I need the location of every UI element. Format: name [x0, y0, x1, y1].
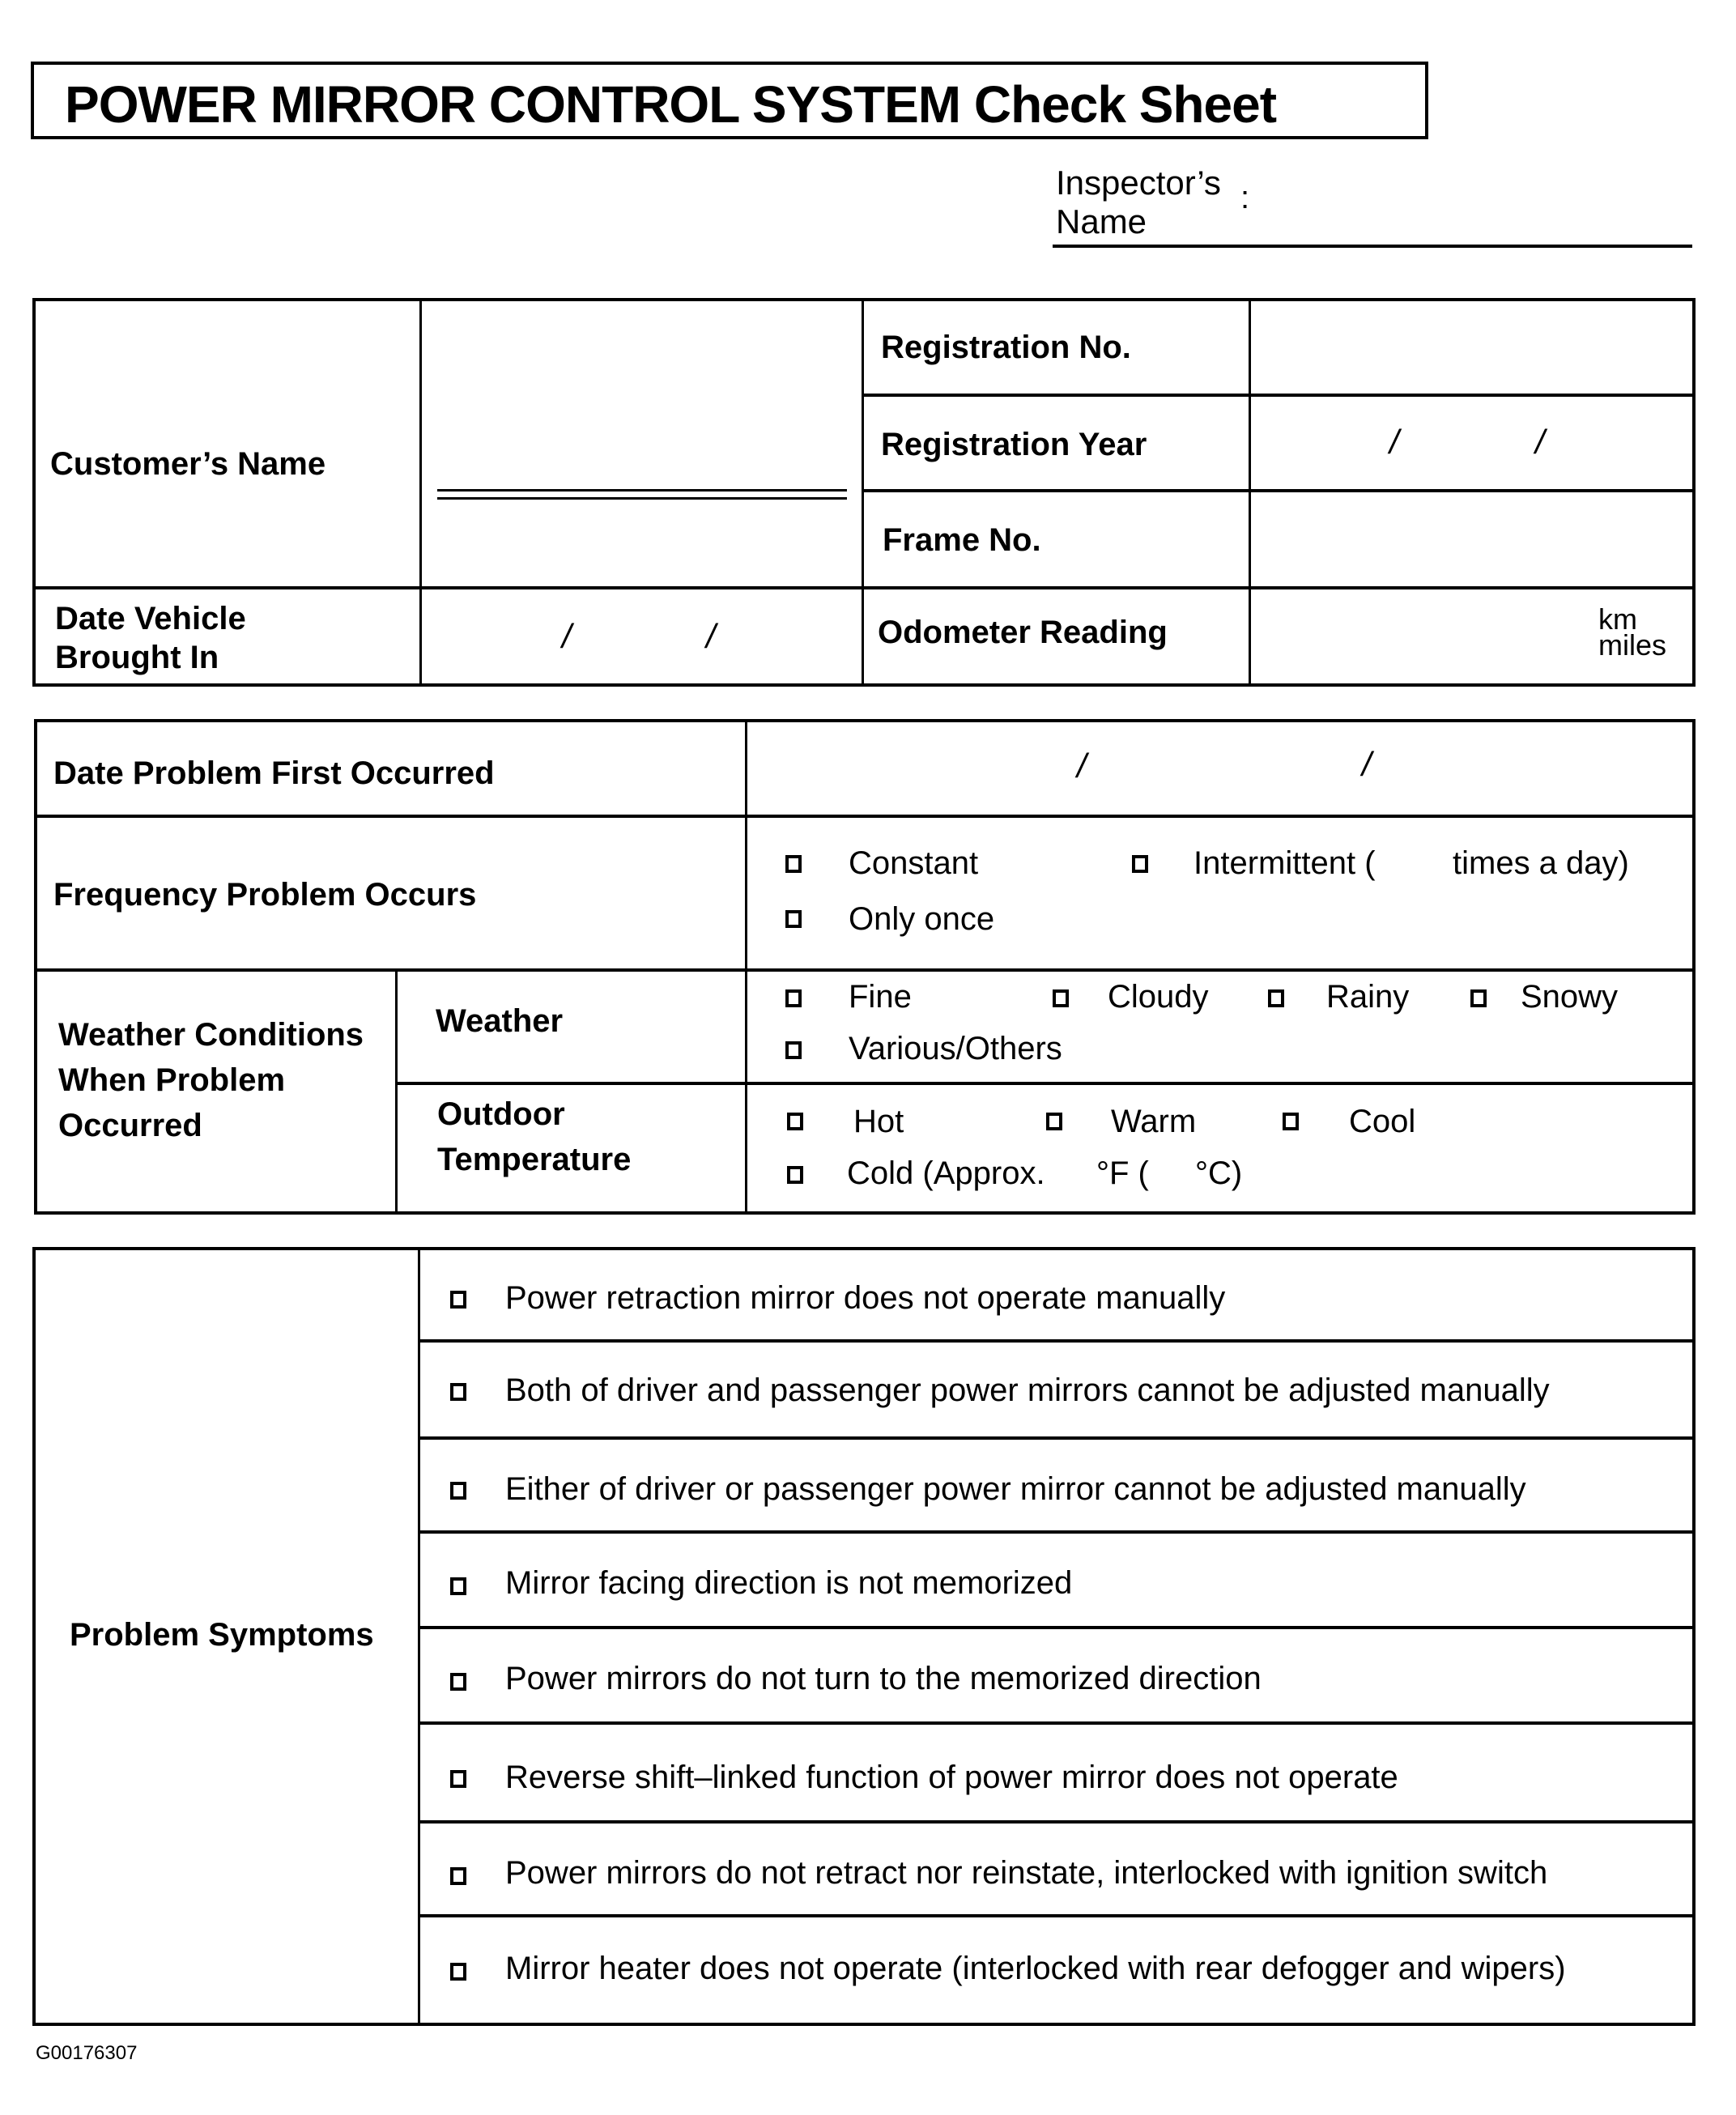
symptom-checkbox[interactable] [450, 1673, 466, 1691]
symptom-checkbox[interactable] [450, 1383, 466, 1401]
inspector-name-label [1056, 164, 1221, 241]
date-separator: / [706, 617, 716, 655]
divider [862, 300, 864, 685]
date-separator: / [1077, 747, 1087, 785]
odometer-unit-miles: miles [1598, 628, 1667, 662]
date-vehicle-brought-in-field[interactable] [423, 589, 860, 683]
fahrenheit-label: °F ( [1096, 1155, 1149, 1191]
date-separator: / [1389, 423, 1399, 461]
registration-year-field[interactable] [1252, 397, 1692, 487]
frame-no-label: Frame No. [883, 522, 1041, 558]
odometer-reading-field[interactable] [1252, 589, 1692, 683]
symptom-label: Mirror heater does not operate (interlocked with rear defogger and wipers) [505, 1951, 1566, 1986]
only-once-option-label: Only once [849, 901, 995, 937]
double-rule-bottom [437, 497, 847, 500]
rainy-option-label: Rainy [1326, 979, 1410, 1015]
symptom-label: Mirror facing direction is not memorized [505, 1565, 1073, 1601]
inspector-name-field[interactable] [1053, 162, 1692, 248]
symptom-checkbox[interactable] [450, 1867, 466, 1885]
snowy-checkbox[interactable] [1470, 989, 1487, 1007]
weather-label: Weather [436, 1003, 564, 1039]
odometer-unit-km: km [1598, 602, 1637, 636]
intermittent-option-label: Intermittent ( [1194, 845, 1376, 881]
document-id: G00176307 [36, 2042, 138, 2064]
date-vehicle-brought-in-label [55, 599, 246, 677]
various-others-checkbox[interactable] [785, 1041, 802, 1059]
cloudy-option-label: Cloudy [1108, 979, 1209, 1015]
intermittent-checkbox[interactable] [1132, 855, 1148, 873]
symptom-row [421, 1250, 1686, 1339]
symptom-label: Either of driver or passenger power mirror cannot be adjusted manually [505, 1471, 1526, 1507]
weather-conditions-label [58, 1012, 364, 1148]
symptom-row [421, 1534, 1686, 1626]
date-separator: / [1362, 745, 1372, 783]
cool-checkbox[interactable] [1283, 1113, 1299, 1130]
times-a-day-input[interactable] [1386, 847, 1451, 879]
cool-option-label: Cool [1349, 1104, 1416, 1139]
odometer-reading-label: Odometer Reading [878, 615, 1168, 650]
fine-checkbox[interactable] [785, 989, 802, 1007]
symptom-row [421, 1725, 1686, 1820]
frequency-problem-occurs-label: Frequency Problem Occurs [53, 877, 477, 913]
constant-option-label: Constant [849, 845, 979, 881]
symptom-checkbox[interactable] [450, 1770, 466, 1788]
date-problem-first-occurred-label: Date Problem First Occurred [53, 755, 495, 791]
title-box [31, 62, 1428, 139]
times-a-day-label: times a day) [1453, 845, 1629, 881]
divider [395, 972, 398, 1213]
symptom-label: Power mirrors do not retract nor reinstate, interlocked with ignition switch [505, 1855, 1548, 1891]
label-line: Outdoor [437, 1096, 565, 1132]
divider [419, 300, 422, 685]
date-separator: / [1535, 423, 1545, 461]
celsius-label: °C) [1195, 1155, 1243, 1191]
cold-checkbox[interactable] [787, 1166, 803, 1184]
divider [418, 1249, 420, 2024]
rainy-checkbox[interactable] [1268, 989, 1284, 1007]
symptom-checkbox[interactable] [450, 1577, 466, 1595]
inspector-underline [1053, 245, 1692, 248]
registration-no-field[interactable] [1252, 301, 1692, 392]
inspector-colon: : [1240, 180, 1250, 215]
label-line: Brought In [55, 640, 219, 675]
date-problem-first-occurred-field[interactable] [748, 722, 1692, 813]
label-line: Weather Conditions [58, 1017, 364, 1053]
symptom-label: Both of driver and passenger power mirrors cannot be adjusted manually [505, 1372, 1550, 1408]
inspector-label-line2: Name [1056, 202, 1147, 240]
symptom-checkbox[interactable] [450, 1482, 466, 1500]
symptom-row [421, 1343, 1686, 1436]
symptom-label: Reverse shift–linked function of power mirror does not operate [505, 1760, 1398, 1795]
divider [36, 815, 1694, 818]
divider [36, 968, 1694, 972]
hot-checkbox[interactable] [787, 1113, 803, 1130]
registration-no-label: Registration No. [881, 330, 1131, 365]
constant-checkbox[interactable] [785, 855, 802, 873]
inspector-label-line1: Inspector’s [1056, 164, 1221, 202]
label-line: Date Vehicle [55, 601, 246, 636]
symptom-row [421, 1917, 1686, 2023]
only-once-checkbox[interactable] [785, 910, 802, 928]
symptom-label: Power retraction mirror does not operate manually [505, 1280, 1226, 1316]
warm-option-label: Warm [1111, 1104, 1197, 1139]
double-rule-top [437, 489, 847, 492]
problem-symptoms-label: Problem Symptoms [70, 1617, 374, 1653]
frame-no-field[interactable] [1252, 492, 1692, 585]
divider [1249, 300, 1251, 685]
fine-option-label: Fine [849, 979, 912, 1015]
symptom-row [421, 1440, 1686, 1530]
various-others-option-label: Various/Others [849, 1031, 1062, 1066]
divider [745, 721, 747, 1213]
hot-option-label: Hot [853, 1104, 904, 1139]
warm-checkbox[interactable] [1046, 1113, 1062, 1130]
label-line: When Problem [58, 1062, 286, 1098]
customer-name-label: Customer’s Name [50, 446, 326, 482]
snowy-option-label: Snowy [1521, 979, 1619, 1015]
cloudy-checkbox[interactable] [1053, 989, 1069, 1007]
customer-name-field[interactable] [437, 489, 847, 500]
label-line: Temperature [437, 1142, 632, 1177]
symptom-checkbox[interactable] [450, 1291, 466, 1309]
symptom-checkbox[interactable] [450, 1963, 466, 1981]
temperature-c-input[interactable] [1161, 1158, 1194, 1190]
label-line: Occurred [58, 1108, 202, 1143]
page-title: POWER MIRROR CONTROL SYSTEM Check Sheet [65, 75, 1276, 134]
outdoor-temperature-label [437, 1092, 631, 1182]
cold-option-label: Cold (Approx. [847, 1155, 1045, 1191]
symptom-label: Power mirrors do not turn to the memorized direction [505, 1661, 1262, 1696]
divider [397, 1082, 1694, 1085]
temperature-f-input[interactable] [1061, 1158, 1093, 1190]
date-separator: / [562, 617, 572, 655]
registration-year-label: Registration Year [881, 427, 1147, 462]
symptom-row [421, 1823, 1686, 1914]
symptom-row [421, 1629, 1686, 1721]
